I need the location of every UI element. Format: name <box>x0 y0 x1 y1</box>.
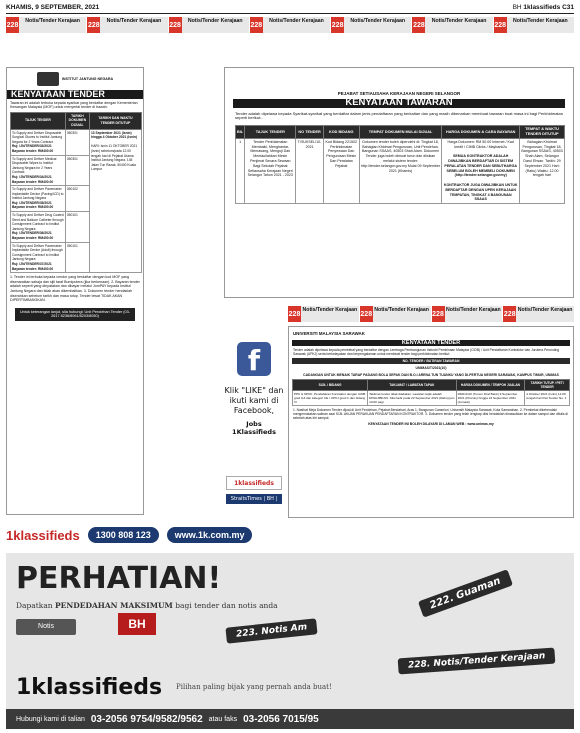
tender-title-cell: Tender Perkhidmatan Membaiki, Menghantar, Memasang, Menguji Dan Mentauliahkan Mesin Penjimat Secara Sewaan Bagi Sekolah Pejabat Setiausaha Kerajaan Negeri Selangor Tahun 2021 - 2023 <box>245 138 296 203</box>
phone-number[interactable]: 03-2056 9754/9582/9562 <box>90 713 203 725</box>
ijn-logo <box>7 68 143 90</box>
column-header: TARIKH DOKUMEN DIJUAL <box>65 112 89 129</box>
notice-footer: KENYATAAN TENDER INI BOLEH DILAYARI DI LAMAN WEB : www.unimas.my <box>368 422 494 427</box>
column-header: NO TENDER <box>296 126 323 139</box>
contact-bar: Hubungi kami di talian 03-2056 9754/9582/9562 atau faks 03-2056 7015/95 <box>6 709 574 729</box>
ad-slogan: Pilihan paling bijak yang pernah anda buat! <box>176 683 332 691</box>
price-cell: RM210.00 (Tunai / Draf Bank) 9 September 2021 (Khamis) hingga 24 September 2021 (Jumaat) <box>456 390 525 405</box>
selangor-tender-notice <box>224 67 574 298</box>
notis-badge: Notis <box>16 619 76 635</box>
tender-number-cell: T/SUKSEL/10-2021 <box>296 138 323 203</box>
table-row <box>236 138 565 203</box>
organisation-name: PEJABAT SETIAUSAHA KERAJAAN NEGERI SELANGOR <box>337 91 461 96</box>
tender-table <box>292 379 570 406</box>
column-header: TARIKH TUTUP / PETI TENDER <box>525 379 570 390</box>
column-header: HARGA DOKUMEN & CARA BAYARAN <box>442 126 520 139</box>
document-location-cell: Dokumen tender boleh diperolehi di: Tingkat 18, Bahagian Khidmat Pengurusan, Unit Perolehan, Bangunan SSAAS, 40503 Shah Alam. Dokumen Tender juga boleh dimuat turun dan diisikan melalui sistem tender: http://tender.selangor.gov.my Mulai 09 September 2021 (Khamis) <box>359 138 442 203</box>
tender-table <box>235 125 565 204</box>
unimas-tender-notice <box>288 326 574 518</box>
ijn-tender-notice <box>6 67 144 515</box>
category-header: 228 Notis/Tender Kerajaan <box>494 17 574 33</box>
notice-notes: 1. Nasihat Meja Dokumen Tender dijual di Unit Perolehan, Pejabat Bendahari, Aras 1, Bangunan Canselori, Universiti Malaysia Sarawak, Kota Samarahan. 2. Pembekal dikehendaki mengemukakan salinan asal SIJIL AKUAN PERAKUAN PENDAFTARAN KONTRAKTOR. 3. Dokumen tender yang telah lengkap diisi hendaklah dimasukkan ke dalam sampul dan ditulis di sebelah atas kiri sampul. <box>293 408 568 421</box>
notice-intro: Tender adalah dipelawa kepada pembekal yang berdaftar dengan Lembaga Pembangunan Industri Pembinaan Malaysia (CIDB) / Unit Pendaftaran Kontraktor dan Jurutera Perunding Sarawak (UPKJ) serta berkelayakan dan berpengalaman untuk membuat tender bagi perkhidmatan berikut: <box>293 348 560 357</box>
notice-title: KENYATAAN TAWARAN <box>233 99 565 108</box>
klassifieds-logo: 1klassifieds <box>226 476 282 490</box>
tender-title-cell: To Supply and Deliver Pacemaker Implantable Device (Adult) through Consignment Contract to Institut Jantung Negara Ruj: IJN/TENDER/37/2021 Bayaran tender: RM400.00 <box>11 242 66 273</box>
closing-cell: 4 Oktober 2021 (Isnin) 12.00 tengah hari Peti Tender No. 1 <box>525 390 570 405</box>
masthead-section: BH 1klassifieds C31 <box>512 4 574 11</box>
table-row <box>11 129 142 155</box>
closing-cell: Bahagian Khidmat Pengurusan, Tingkat 18, Bangunan SSAAS, 40503 Shah Alam, Selangor Darul Ehsan. Tarikh: 29 September 2021 Hari: (Rabu) Waktu: 12.00 tengah hari <box>520 138 565 203</box>
tender-title-cell: To Supply and Deliver Medical Disposable Wipes to Institut Jantung Negara for 2 Years Contract Ruj: IJN/TENDER/34/2021 Bayaran tender: RM400.00 <box>11 155 66 186</box>
category-tag: 222. Guaman <box>418 569 513 617</box>
masthead <box>6 4 574 14</box>
briefing-cell: Taklimat tender tidak diadakan. Lawatan tapik adalah DIWAJIBKAN. Sila hadir pada 22 September 2021 (Rabu) jam 10.00 pagi <box>369 391 455 405</box>
category-header: 228 Notis/Tender Kerajaan <box>432 306 503 322</box>
notice-notes: 1. Tender ini terbuka kepada vendor yang berdaftar dengan kod MOF yang disenaraikan sahaja dan sijil taraf Bumiputera (jika berkenaan). 2. Bayaran tender adalah seperti yang dinyatakan dan dibayar melalui JomPAY kepada Institut Jantung Negara dan tidak akan dikembalikan. 3. Dokumen tender hendaklah diserahkan sebelum tarikh dan masa tutup. Tender lewat TIDAK AKAN DIPERTIMBANGKAN. <box>10 275 140 303</box>
dates-cell: 13 September 2021 (Isnin) hingga 4 Oktober 2021 (Isnin) HARI: Isnin 11 OKTOBER 2021 (Isnin) sebelum/pada 12.00 tengah hari di Pejabat Utama Institut Jantung Negara, 145 Jalan Tun Razak, 50400 Kuala Lumpur <box>89 129 141 273</box>
mof-code: 050301 <box>65 155 89 186</box>
ad-subheadline: Dapatkan PENDEDAHAN MAKSIMUM bagi tender dan notis anda <box>16 601 278 610</box>
klassifieds-logo: 1klassifieds <box>6 527 80 543</box>
facebook-logo-icon[interactable]: f <box>237 342 271 376</box>
category-header: 228 Notis/Tender Kerajaan <box>412 17 492 33</box>
organisation-name: UNIVERSITI MALAYSIA SARAWAK <box>293 331 365 336</box>
table-row <box>293 390 570 405</box>
category-header-row <box>288 306 574 322</box>
column-header: TEMPAT DOKUMEN MULAI DIJUAL <box>359 126 442 139</box>
tender-title-cell: To Supply and Deliver Drug Coated Stent and Balloon Catheter through Consignment Contract to Institut Jantung Negara Ruj: IJN/TENDER/36/2021 Bayaran tender: RM400.00 <box>11 212 66 243</box>
mof-code: 050101 <box>65 212 89 243</box>
notice-intro: Tender adalah dipelawa kepada Syarikat-syarikat yang berdaftar dalam jenis pendaftaran yang berkaitan dan yang masih dibenarkan membuat tawaran buat masa ini bagi Perkhidmatan seperti berikut:- <box>235 110 563 121</box>
fax-number[interactable]: 03-2056 7015/95 <box>243 713 319 725</box>
promo-brand: Jobs 1Klassifieds <box>232 420 276 436</box>
row-number: 1 <box>236 138 245 203</box>
price-cell: Harga Dokumen: RM 50.00 Internet / Kad kredit / CIMB Clicks / Maybank2u SEMUA KONTRAKTOR ADALAH DIWAJIBKAN BERDAFTAR DI SISTEM PERALATAN TENDER DAN SEBUTHARGA SEBELUM BOLEH MEMBELI DOKUMEN (http://tender.selangor.gov.my) KONTRAKTOR JUGA DIWAJIBKAN UNTUK BERDAFTAR DENGAN UPEN KERAJAAN TEMPATAN, TINGKAT 4 BANGUNAN SSAAS <box>442 138 520 203</box>
masthead-date: KHAMIS, 9 SEPTEMBER, 2021 <box>6 4 100 11</box>
category-header: 228 Notis/Tender Kerajaan <box>87 17 167 33</box>
tender-table <box>10 112 142 273</box>
field-code-cell: Kod Bidang 221502 Perkhidmatan Penyewaan Dan Pengurusan Mesin Dan Peralatan Pejabat <box>323 138 359 203</box>
column-header: TAJUK TENDER <box>245 126 296 139</box>
klassifieds-logo: 1klassifieds <box>16 675 163 700</box>
category-header: 228 Notis/Tender Kerajaan <box>169 17 249 33</box>
category-header-row <box>6 17 574 33</box>
notice-intro: Tawaran ini adalah terbuka kepada syarikat yang berdaftar dengan Kementerian Kewangan Malaysia (MOF) untuk menyertai tender di bawah: <box>10 100 138 110</box>
mof-code: 050101 <box>65 242 89 273</box>
category-header: 228 Notis/Tender Kerajaan <box>288 306 359 322</box>
ijn-logo-icon <box>37 72 59 86</box>
bh-logo: BH <box>118 613 156 635</box>
column-header: BIL <box>236 126 245 139</box>
column-header: TAKLIMAT / LAWATAN TAPAK <box>368 379 456 390</box>
phone-number[interactable]: 1300 808 123 <box>88 527 159 543</box>
contact-footer: Untuk keterangan lanjut, sila hubungi: Unit Perolehan Tender (03-2617 8236/8061/8203/8050) <box>15 308 135 321</box>
tender-title-cell: To Supply and Deliver Pacemaker Implantable Device (Pacing/ICD) to Institut Jantung Negara Ruj: IJN/TENDER/35/2021 Bayaran tender: RM400.00 <box>11 186 66 212</box>
website-link[interactable]: www.1k.com.my <box>167 527 253 543</box>
column-header: KOD BIDANG <box>323 126 359 139</box>
certificate-cell: PPK & SPKK: Pendaftaran Kontraktor dengan CIDB gred G3 dan kategori CE / UPKJ gred C dan bidang III <box>293 390 368 405</box>
mof-code: 050102 <box>65 186 89 212</box>
column-header: TARIKH DAN WAKTU TENDER DITUTUP <box>89 112 141 129</box>
perhatian-advert <box>6 553 574 729</box>
tender-reference: UNIMAS/T/2021(10) <box>415 366 447 371</box>
institute-name: INSTITUT JANTUNG NEGARA <box>61 76 114 81</box>
klassifieds-banner <box>6 520 574 550</box>
category-header: 228 Notis/Tender Kerajaan <box>250 17 330 33</box>
ad-headline: PERHATIAN! <box>16 561 222 596</box>
mof-code: 050301 <box>65 129 89 155</box>
category-header: 228 Notis/Tender Kerajaan <box>331 17 411 33</box>
publication-logos: StraitsTimes | BH | Metro <box>226 494 282 504</box>
category-header: 228 Notis/Tender Kerajaan <box>503 306 574 322</box>
category-header: 228 Notis/Tender Kerajaan <box>360 306 431 322</box>
column-header: HARGA DOKUMEN / TEMPOH JUALAN <box>456 379 525 390</box>
category-header: 228 Notis/Tender Kerajaan <box>6 17 86 33</box>
notice-title: KENYATAAN TENDER <box>7 90 143 99</box>
tender-subject: CADANGAN UNTUK MENAIK TARAF PADANG BOLA SEPAK DAN B.O.I ARENA TUN TUANKU YANG DI-PERTUA NEGERI SARAWAK, KAMPUS TIMUR, UNIMAS <box>303 372 559 377</box>
column-header: SIJIL / BIDANG <box>293 379 368 390</box>
section-bar: NO. TENDER / BUTIRAN TAWARAN <box>292 358 570 364</box>
facebook-promo <box>224 304 284 519</box>
notice-title: KENYATAAN TENDER <box>292 340 570 346</box>
category-tag: 223. Notis Am <box>225 618 317 643</box>
category-tag: 228. Notis/Tender Kerajaan <box>398 648 556 675</box>
column-header: TEMPAT & WAKTU TENDER DITUTUP <box>520 126 565 139</box>
tender-title-cell: To Supply and Deliver Disposable Surgical Gloves to Institut Jantung Negara for 2 Years Contract Ruj: IJN/TENDER/33/2021 Bayaran tender: RM400.00 <box>11 129 66 155</box>
promo-text: Klik "LIKE" dan ikuti kami di Facebook, <box>224 386 284 415</box>
column-header: TAJUK TENDER <box>11 112 66 129</box>
